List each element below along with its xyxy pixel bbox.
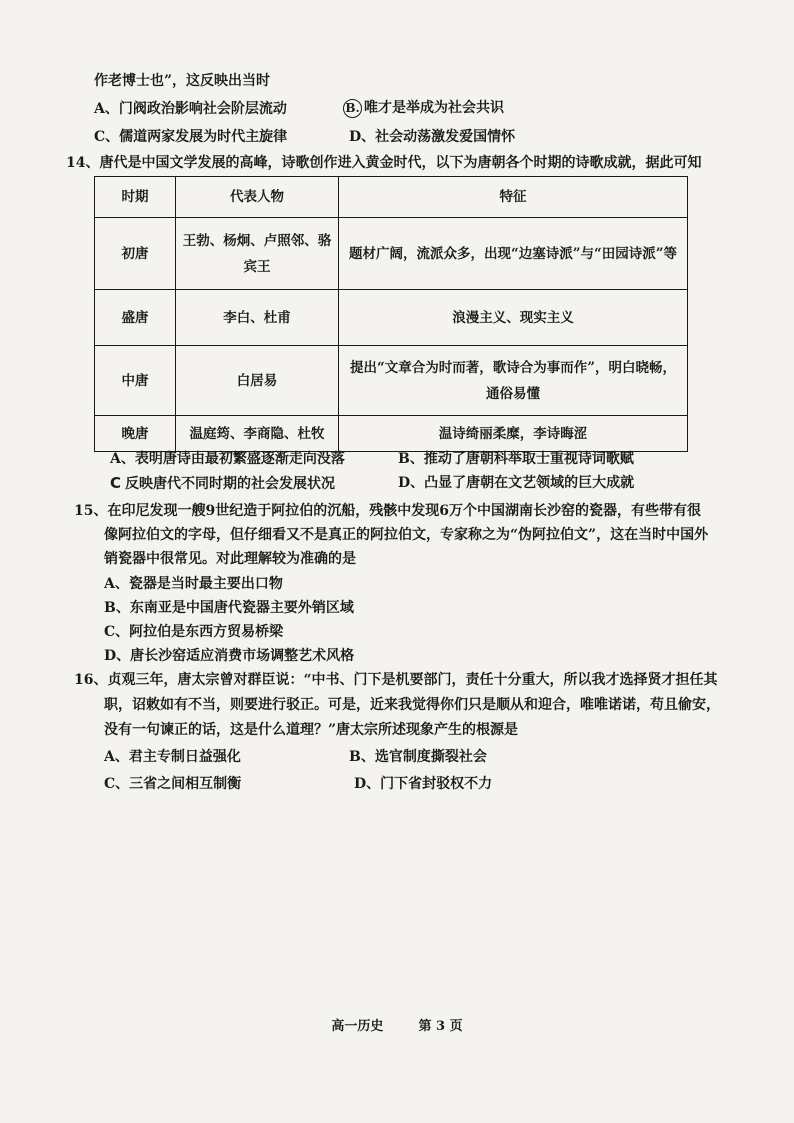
q14-option-c [110,474,335,493]
q13-option-b [343,99,504,118]
q13-option-d: D、社会动荡激发爱国情怀 [349,129,516,145]
q14-option-b: B、推动了唐朝科举取士重视诗词歌赋 [398,451,634,467]
q14-option-a: A、表明唐诗由最初繁盛逐渐走向没落 [110,451,345,467]
q15-option-d: D、唐长沙窑适应消费市场调整艺术风格 [104,648,355,664]
table-header-row [95,177,688,218]
q13-option-a: A、门阀政治影响社会阶层流动 [94,101,287,117]
q16-option-a: A、君主专制日益强化 [104,749,241,765]
q16-stem-line-1: 16、贞观三年，唐太宗曾对群臣说：“中书、门下是机要部门，责任十分重大，所以我才选择贤才担任其 [74,672,718,688]
q16-option-b: B、选官制度撕裂社会 [349,749,487,765]
q13-option-b-text: 唯才是举成为社会共识 [364,100,504,116]
people-cell: 王勃、杨炯、卢照邻、骆宾王 [176,218,339,290]
table-row [95,218,688,290]
period-cell: 初唐 [95,218,176,290]
people-cell: 李白、杜甫 [176,290,339,346]
handwritten-c-mark: C [110,474,122,492]
table-header-cell: 时期 [95,177,176,218]
table-row [95,416,688,452]
q15-stem-line-1: 15、在印尼发现一艘9世纪造于阿拉伯的沉船，残骸中发现6万个中国湖南长沙窑的瓷器，有些带有很 [74,503,701,519]
footer-subject: 高一历史 [331,1019,384,1034]
q14-stem: 14、唐代是中国文学发展的高峰，诗歌创作进入黄金时代，以下为唐朝各个时期的诗歌成就，据此可知 [66,155,702,171]
period-cell: 晚唐 [95,416,176,452]
table-row [95,346,688,416]
people-cell: 温庭筠、李商隐、杜牧 [176,416,339,452]
feature-cell: 题材广阔，流派众多，出现“边塞诗派”与“田园诗派”等 [339,218,688,290]
people-cell: 白居易 [176,346,339,416]
feature-cell: 温诗绮丽柔糜，李诗晦涩 [339,416,688,452]
q13-stem-tail: 作老博士也”，这反映出当时 [94,73,271,89]
table-header-cell: 特征 [339,177,688,218]
table-row [95,290,688,346]
q16-option-d: D、门下省封驳权不力 [354,776,493,792]
q15-option-c: C、阿拉伯是东西方贸易桥梁 [104,624,284,640]
q16-option-c: C、三省之间相互制衡 [104,776,242,792]
q15-stem-line-2: 像阿拉伯文的字母，但仔细看又不是真正的阿拉伯文，专家称之为“伪阿拉伯文”，这在当时中国外 [104,527,709,543]
period-cell: 中唐 [95,346,176,416]
q13-option-c: C、儒道两家发展为时代主旋律 [94,129,288,145]
q15-stem-line-3: 销瓷器中很常见。对此理解较为准确的是 [104,551,356,567]
answer-circle-mark: B. [343,99,362,118]
page-footer [0,1015,794,1034]
q16-stem-line-3: 没有一句谏正的话，这是什么道理？”唐太宗所述现象产生的根源是 [104,722,519,738]
q14-option-c-text: 反映唐代不同时期的社会发展状况 [125,476,336,492]
period-cell: 盛唐 [95,290,176,346]
feature-cell: 提出“文章合为时而著，歌诗合为事而作”，明白晓畅，通俗易懂 [339,346,688,416]
q15-option-b: B、东南亚是中国唐代瓷器主要外销区域 [104,600,354,616]
q16-stem-line-2: 职，诏敕如有不当，则要进行驳正。可是，近来我觉得你们只是顺从和迎合，唯唯诺诺，苟且偷安， [104,697,720,713]
q15-option-a: A、瓷器是当时最主要出口物 [104,576,283,592]
q14-option-d: D、凸显了唐朝在文艺领域的巨大成就 [398,475,635,491]
poetry-table [94,176,688,452]
footer-page-number: 第 3 页 [418,1019,463,1034]
table-header-cell: 代表人物 [176,177,339,218]
feature-cell: 浪漫主义、现实主义 [339,290,688,346]
